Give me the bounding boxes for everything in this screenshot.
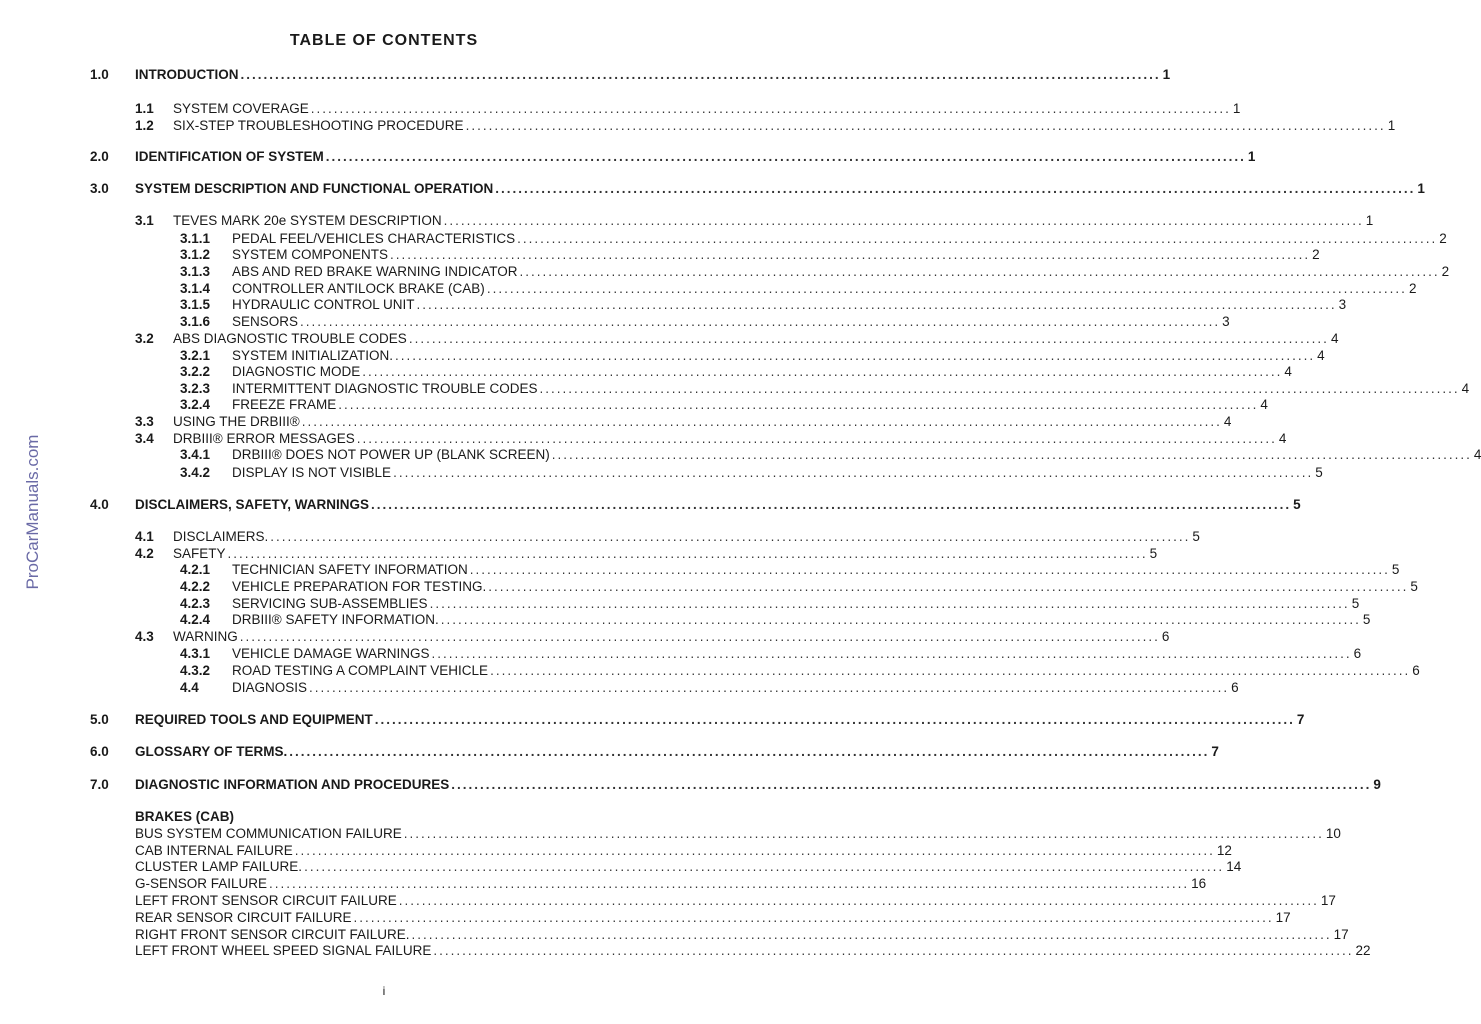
dot-leader: ................................................................................................................................................................ — [309, 680, 1230, 695]
toc-entry-page: 17 — [1333, 927, 1349, 942]
dot-leader: ................................................................................................................................................................ — [551, 447, 1472, 462]
toc-entry-label: DISCLAIMERS, SAFETY, WARNINGS — [135, 497, 370, 512]
dot-leader: ................................................................................................................................................................ — [443, 213, 1364, 228]
dot-leader: ................................................................................................................................................................ — [362, 364, 1283, 379]
toc-entry-page: 1 — [1247, 149, 1256, 164]
toc-entry-label: WARNING — [173, 629, 238, 644]
toc-entry-label: CONTROLLER ANTILOCK BRAKE (CAB) — [232, 281, 485, 296]
dot-leader: ................................................................................................................................................................ — [433, 943, 1354, 958]
toc-entry-number: 3.2.1 — [180, 348, 211, 363]
toc-entry-page: 9 — [1373, 777, 1381, 792]
toc-entry[interactable] — [180, 447, 1481, 463]
dot-leader: ................................................................................................................................................................ — [304, 859, 1225, 874]
dot-leader: ................................................................................................................................................................ — [416, 297, 1337, 312]
toc-entry[interactable] — [90, 744, 1219, 760]
toc-entry-label: VEHICLE PREPARATION FOR TESTING. — [232, 579, 487, 594]
toc-entry-page: 1 — [1417, 181, 1425, 196]
dot-leader: ................................................................................................................................................................ — [539, 381, 1460, 396]
toc-entry-number: 3.1 — [135, 213, 154, 228]
toc-entry[interactable] — [90, 777, 1381, 793]
toc-entry-page: 1 — [1365, 213, 1374, 228]
toc-entry-label: REQUIRED TOOLS AND EQUIPMENT — [135, 712, 373, 727]
toc-entry[interactable] — [180, 397, 1268, 413]
toc-entry-page: 17 — [1320, 893, 1336, 908]
toc-entry-page: 16 — [1191, 876, 1207, 891]
toc-entry-number: 4.4 — [180, 680, 199, 695]
toc-entry-label: INTRODUCTION — [135, 67, 239, 82]
toc-entry-label: CAB INTERNAL FAILURE — [135, 843, 293, 858]
dot-leader: ................................................................................................................................................................ — [486, 281, 1407, 296]
toc-entry-label: SYSTEM COMPONENTS — [232, 247, 389, 262]
toc-entry-number: 4.2.4 — [180, 612, 211, 627]
toc-entry-label: TEVES MARK 20e SYSTEM DESCRIPTION — [173, 213, 442, 228]
toc-entry-number: 4.3.1 — [180, 646, 211, 661]
dot-leader: ................................................................................................................................................................ — [411, 927, 1332, 942]
toc-entry-label: DRBIII® SAFETY INFORMATION. — [232, 612, 439, 627]
toc-entry[interactable] — [90, 149, 1256, 165]
toc-entry-number: 4.2.2 — [180, 579, 211, 594]
toc-entry[interactable] — [90, 712, 1305, 728]
toc-entry[interactable] — [135, 943, 1371, 959]
toc-entry-page: 2 — [1312, 247, 1320, 262]
toc-entry-page: 6 — [1353, 646, 1362, 661]
toc-entry[interactable] — [90, 67, 1171, 83]
dot-leader: ................................................................................................................................................................ — [469, 562, 1390, 577]
toc-entry-label: BRAKES (CAB) — [135, 809, 234, 824]
toc-entry-page: 4 — [1278, 431, 1287, 446]
toc-entry[interactable] — [180, 381, 1470, 397]
dot-leader: ................................................................................................................................................................ — [465, 118, 1386, 133]
dot-leader: ................................................................................................................................................................ — [310, 101, 1231, 116]
toc-entry[interactable] — [135, 331, 1339, 347]
toc-entry-number: 7.0 — [90, 777, 109, 792]
toc-entry-page: 6 — [1412, 663, 1420, 678]
toc-entry[interactable] — [180, 314, 1230, 330]
toc-entry-label: DRBIII® DOES NOT POWER UP (BLANK SCREEN) — [232, 447, 550, 462]
toc-entry-number: 3.2.2 — [180, 364, 211, 379]
toc-entry-number: 3.1.4 — [180, 281, 211, 296]
toc-entry-page: 6 — [1231, 680, 1239, 695]
dot-leader: ................................................................................................................................................................ — [294, 843, 1215, 858]
dot-leader: ................................................................................................................................................................ — [429, 596, 1350, 611]
dot-leader: ................................................................................................................................................................ — [338, 397, 1259, 412]
toc-entry-label: VEHICLE DAMAGE WARNINGS — [232, 646, 430, 661]
toc-entry-number: 6.0 — [90, 744, 109, 759]
toc-entry[interactable] — [135, 843, 1232, 859]
toc-entry-label: LEFT FRONT SENSOR CIRCUIT FAILURE — [135, 893, 397, 908]
toc-entry-page: 17 — [1275, 910, 1291, 925]
toc-entry-label: ROAD TESTING A COMPLAINT VEHICLE — [232, 663, 489, 678]
toc-entry-label: SIX-STEP TROUBLESHOOTING PROCEDURE — [173, 118, 464, 133]
toc-entry[interactable] — [180, 281, 1417, 297]
dot-leader: ................................................................................................................................................................ — [301, 414, 1222, 429]
toc-entry[interactable] — [180, 680, 1239, 696]
toc-entry-page: 2 — [1441, 264, 1450, 279]
toc-entry-label: GLOSSARY OF TERMS. — [135, 744, 288, 759]
dot-leader: ................................................................................................................................................................ — [356, 431, 1277, 446]
toc-entry[interactable] — [180, 348, 1325, 364]
toc-entry[interactable] — [135, 629, 1170, 645]
toc-entry-page: 22 — [1355, 943, 1371, 958]
dot-leader: ................................................................................................................................................................ — [270, 529, 1191, 544]
toc-entry-label: SAFETY — [173, 546, 226, 561]
toc-entry-number: 4.1 — [135, 529, 154, 544]
toc-entry-page: 4 — [1330, 331, 1339, 346]
toc-entry[interactable] — [180, 231, 1447, 247]
toc-entry-page: 5 — [1351, 596, 1360, 611]
toc-entry[interactable] — [135, 118, 1396, 134]
toc-entry-label: HYDRAULIC CONTROL UNIT — [232, 297, 415, 312]
toc-entry[interactable] — [180, 646, 1362, 662]
toc-entry-page: 4 — [1461, 381, 1470, 396]
toc-entry-page: 1 — [1232, 101, 1241, 116]
toc-entry-number: 3.2.3 — [180, 381, 211, 396]
toc-entry-number: 4.2.3 — [180, 596, 211, 611]
toc-entry-number: 3.1.6 — [180, 314, 211, 329]
toc-entry-number: 3.2.4 — [180, 397, 211, 412]
toc-entry-label: LEFT FRONT WHEEL SPEED SIGNAL FAILURE — [135, 943, 432, 958]
dot-leader: ................................................................................................................................................................ — [440, 612, 1361, 627]
dot-leader: ................................................................................................................................................................ — [289, 744, 1210, 759]
toc-entry-number: 3.4.1 — [180, 447, 211, 462]
toc-entry-label: DIAGNOSTIC INFORMATION AND PROCEDURES — [135, 777, 450, 792]
toc-entry-page: 5 — [1391, 562, 1400, 577]
toc-entry[interactable] — [180, 562, 1400, 578]
toc-entry[interactable] — [135, 927, 1349, 943]
toc-entry-number: 1.2 — [135, 118, 154, 133]
toc-entry[interactable] — [135, 809, 678, 825]
toc-entry-label: DISPLAY IS NOT VISIBLE — [232, 465, 392, 480]
toc-entry-page: 4 — [1473, 447, 1481, 462]
toc-entry-number: 4.0 — [90, 497, 109, 512]
dot-leader: ................................................................................................................................................................ — [431, 646, 1352, 661]
toc-entry-label: DISCLAIMERS. — [173, 529, 269, 544]
toc-entry[interactable] — [135, 546, 1158, 562]
toc-entry-number: 3.0 — [90, 181, 109, 196]
toc-entry[interactable] — [135, 213, 1374, 229]
dot-leader: ................................................................................................................................................................ — [398, 893, 1319, 908]
toc-entry[interactable] — [135, 431, 1287, 447]
toc-entry[interactable] — [135, 101, 1241, 117]
toc-entry-number: 3.1.5 — [180, 297, 211, 312]
dot-leader: ................................................................................................................................................................ — [300, 314, 1221, 329]
dot-leader: ................................................................................................................................................................ — [269, 876, 1190, 891]
toc-entry-label: SYSTEM DESCRIPTION AND FUNCTIONAL OPERATION — [135, 181, 494, 196]
toc-entry-page: 2 — [1408, 281, 1417, 296]
toc-entry[interactable] — [135, 859, 1242, 875]
toc-entry-page: 5 — [1362, 612, 1371, 627]
toc-entry-number: 4.2 — [135, 546, 154, 561]
toc-entry[interactable] — [90, 497, 1301, 513]
page-number: i — [382, 984, 386, 998]
dot-leader: ................................................................................................................................................................ — [325, 149, 1246, 164]
dot-leader: ................................................................................................................................................................ — [490, 663, 1411, 678]
toc-entry-number: 3.4.2 — [180, 465, 211, 480]
toc-entry-page: 5 — [1315, 465, 1323, 480]
page-title: TABLE OF CONTENTS — [289, 32, 479, 49]
toc-entry-label: ABS AND RED BRAKE WARNING INDICATOR — [232, 264, 518, 279]
toc-entry-label: DIAGNOSIS — [232, 680, 308, 695]
toc-entry-page: 5 — [1293, 497, 1301, 512]
toc-entry[interactable] — [90, 181, 1425, 197]
toc-entry-page: 4 — [1317, 348, 1325, 363]
toc-entry-page: 3 — [1222, 314, 1230, 329]
toc-entry-page: 5 — [1410, 579, 1418, 594]
dot-leader: ................................................................................................................................................................ — [451, 777, 1372, 792]
toc-entry-page: 5 — [1149, 546, 1158, 561]
toc-entry-number: 1.0 — [90, 67, 109, 82]
toc-entry-label: CLUSTER LAMP FAILURE. — [135, 859, 303, 874]
toc-entry-page: 12 — [1216, 843, 1232, 858]
toc-entry[interactable] — [180, 465, 1323, 481]
toc-entry-page: 7 — [1211, 744, 1219, 759]
dot-leader: ................................................................................................................................................................ — [495, 181, 1416, 196]
toc-entry[interactable] — [135, 414, 1232, 430]
toc-entry[interactable] — [135, 910, 1291, 926]
toc-entry-page: 4 — [1260, 397, 1268, 412]
watermark: ProCarManuals.com — [23, 434, 42, 590]
toc-entry-label: G-SENSOR FAILURE — [135, 876, 268, 891]
toc-entry[interactable] — [180, 612, 1371, 628]
toc-entry-number: 3.1.3 — [180, 264, 211, 279]
toc-entry-number: 3.1.2 — [180, 247, 211, 262]
toc-entry[interactable] — [135, 876, 1207, 892]
toc-entry-label: BUS SYSTEM COMMUNICATION FAILURE — [135, 826, 402, 841]
toc-entry-page: 3 — [1338, 297, 1347, 312]
toc-entry-number: 4.3 — [135, 629, 154, 644]
toc-entry[interactable] — [180, 297, 1347, 313]
toc-entry-page: 10 — [1325, 826, 1341, 841]
dot-leader: ................................................................................................................................................................ — [371, 497, 1292, 512]
toc-entry-number: 5.0 — [90, 712, 109, 727]
toc-entry-page: 4 — [1223, 414, 1232, 429]
toc-entry-label: USING THE DRBIII® — [173, 414, 300, 429]
toc-entry[interactable] — [180, 579, 1418, 595]
toc-entry-label: ABS DIAGNOSTIC TROUBLE CODES — [173, 331, 407, 346]
toc-entry-label: TECHNICIAN SAFETY INFORMATION — [232, 562, 468, 577]
toc-entry-page: 5 — [1192, 529, 1200, 544]
toc-entry-label: DRBIII® ERROR MESSAGES — [173, 431, 355, 446]
toc-entry-page: 6 — [1161, 629, 1170, 644]
toc-entry-label: SERVICING SUB-ASSEMBLIES — [232, 596, 428, 611]
toc-entry-page: 14 — [1226, 859, 1242, 874]
toc-entry-number: 2.0 — [90, 149, 109, 164]
toc-entry-page: 1 — [1387, 118, 1396, 133]
dot-leader: ................................................................................................................................................................ — [239, 629, 1160, 644]
toc-entry-number: 3.1.1 — [180, 231, 211, 246]
toc-entry-label: RIGHT FRONT SENSOR CIRCUIT FAILURE. — [135, 927, 410, 942]
dot-leader: ................................................................................................................................................................ — [240, 67, 1161, 82]
toc-entry[interactable] — [135, 529, 1200, 545]
toc-entry-label: DIAGNOSTIC MODE — [232, 364, 361, 379]
dot-leader: ................................................................................................................................................................ — [403, 826, 1324, 841]
toc-entry[interactable] — [180, 247, 1320, 263]
toc-entry-page: 2 — [1439, 231, 1447, 246]
dot-leader: ................................................................................................................................................................ — [519, 264, 1440, 279]
toc-entry[interactable] — [135, 893, 1336, 909]
toc-entry[interactable] — [180, 364, 1292, 380]
dot-leader: ................................................................................................................................................................ — [393, 465, 1314, 480]
dot-leader: ................................................................................................................................................................ — [395, 348, 1316, 363]
toc-entry-number: 4.3.2 — [180, 663, 211, 678]
toc-entry-label: IDENTIFICATION OF SYSTEM — [135, 149, 324, 164]
toc-entry-number: 3.4 — [135, 431, 154, 446]
toc-entry-label: REAR SENSOR CIRCUIT FAILURE — [135, 910, 352, 925]
toc-entry-number: 3.2 — [135, 331, 154, 346]
toc-entry[interactable] — [135, 826, 1341, 842]
toc-entry[interactable] — [180, 596, 1360, 612]
toc-entry[interactable] — [180, 663, 1420, 679]
toc-entry-number: 4.2.1 — [180, 562, 211, 577]
dot-leader: ................................................................................................................................................................ — [488, 579, 1409, 594]
toc-entry-number: 3.3 — [135, 414, 154, 429]
dot-leader: ................................................................................................................................................................ — [227, 546, 1148, 561]
toc-entry-label: SYSTEM COVERAGE — [173, 101, 309, 116]
dot-leader: ................................................................................................................................................................ — [390, 247, 1311, 262]
dot-leader: ................................................................................................................................................................ — [374, 712, 1295, 727]
toc-entry-label: INTERMITTENT DIAGNOSTIC TROUBLE CODES — [232, 381, 538, 396]
toc-entry-label: SENSORS — [232, 314, 299, 329]
dot-leader: ................................................................................................................................................................ — [517, 231, 1438, 246]
dot-leader: ................................................................................................................................................................ — [353, 910, 1274, 925]
toc-entry-page: 1 — [1162, 67, 1171, 82]
toc-entry-page: 4 — [1284, 364, 1292, 379]
toc-entry[interactable] — [180, 264, 1450, 280]
toc-entry-label: PEDAL FEEL/VEHICLES CHARACTERISTICS — [232, 231, 516, 246]
toc-entry-page: 7 — [1296, 712, 1305, 727]
toc-entry-label: SYSTEM INITIALIZATION. — [232, 348, 394, 363]
toc-entry-number: 1.1 — [135, 101, 154, 116]
toc-entry-label: FREEZE FRAME — [232, 397, 337, 412]
dot-leader: ................................................................................................................................................................ — [408, 331, 1329, 346]
